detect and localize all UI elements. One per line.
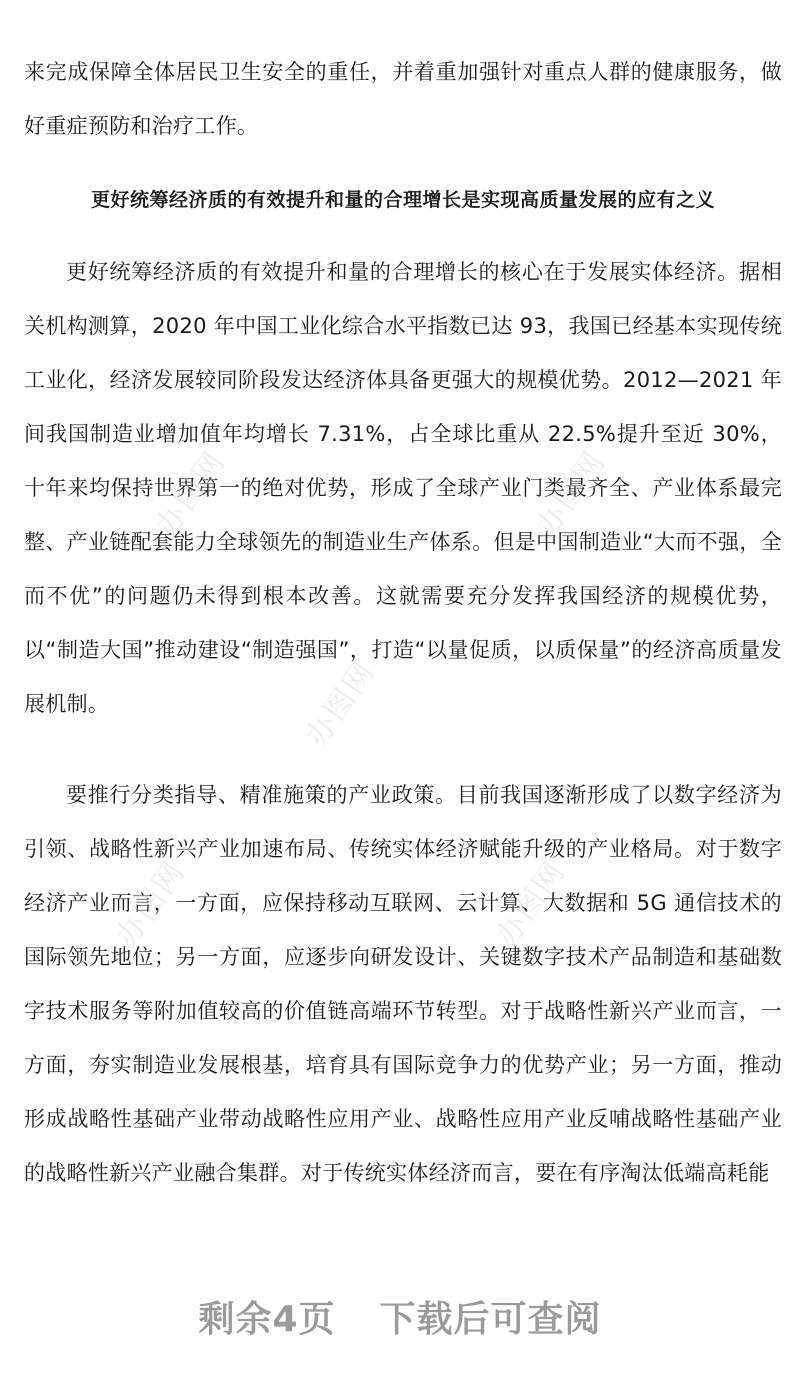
watermark-logo: 办图网 [299, 654, 383, 754]
section-heading: 更好统筹经济质的有效提升和量的合理增长是实现高质量发展的应有之义 [90, 189, 715, 211]
watermark-logo: 办图网 [529, 444, 613, 544]
paragraph-industrial-policy: 要推行分类指导、精准施策的产业政策。目前我国逐渐形成了以数字经济为引领、战略性新兴产业加速布局、传统实体经济赋能升级的产业格局。对于数字经济产业而言，一方面，应保持移动互联网、云计算、大数据和 5G 通信技术的国际领先地位；另一方面，应逐步向研发设计、关键数字技术产品制造和基础数字技术服务等附加值较高的价值链高端环节转型。对于战略性新兴产业而言，一方面，夯实制造业发展根基，培育具有国际竞争力的优势产业；另一方面，推动形成战略性基础产业带动战略性应用产业、战略性应用产业反哺战略性基础产业的战略性新兴产业融合集群。对于传统实体经济而言，要在有序淘汰低端高耗能 [24, 783, 782, 1185]
paragraph-continuation: 来完成保障全体居民卫生安全的重任，并着重加强针对重点人群的健康服务，做好重症预防和治疗工作。 [24, 60, 782, 138]
paragraph-real-economy: 更好统筹经济质的有效提升和量的合理增长的核心在于发展实体经济。据相关机构测算，2020 年中国工业化综合水平指数已达 93，我国已经基本实现传统工业化，经济发展较同阶段发达经济体具备更强大的规模优势。2012—2021 年间我国制造业增加值年均增长 7.31%，占全球比重从 22.5%提升至近 30%，十年来均保持世界第一的绝对优势，形成了全球产业门类最齐全、产业体系最完整、产业链配套能力全球领先的制造业生产体系。但是中国制造业“大而不强，全而不优”的问题仍未得到根本改善。这就需要充分发挥我国经济的规模优势，以“制造大国”推动建设“制造强国”，打造“以量促质，以质保量”的经济高质量发展机制。 [24, 260, 782, 716]
download-footer[interactable] [0, 1290, 800, 1350]
remaining-pages-text: 剩余4页 [198, 1299, 336, 1340]
watermark-logo: 办图网 [489, 854, 573, 954]
watermark-logo: 办图网 [109, 854, 193, 954]
download-prompt-text[interactable]: 下载后可查阅 [379, 1299, 602, 1340]
watermark-logo: 办图网 [149, 444, 233, 544]
